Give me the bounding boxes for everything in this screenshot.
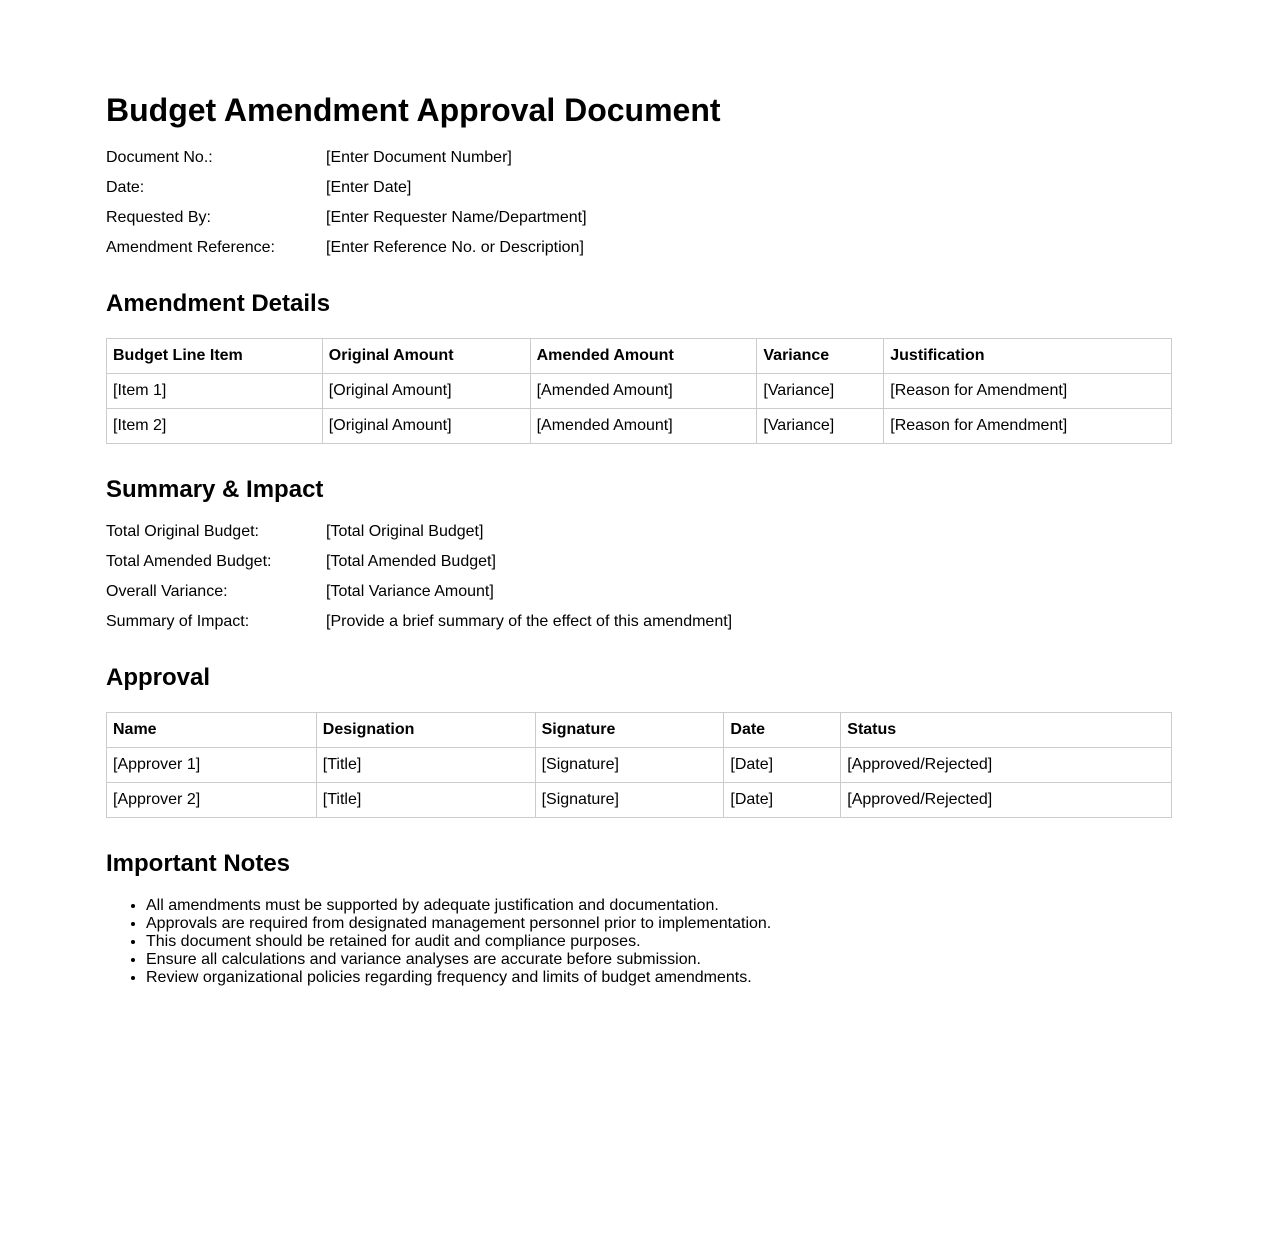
table-header-row: [107, 339, 1172, 374]
field-value: [Enter Reference No. or Description]: [326, 239, 584, 256]
field-summary-of-impact: [106, 607, 1006, 637]
field-value: [Enter Document Number]: [326, 149, 512, 166]
field-requested-by: [106, 203, 1006, 233]
table-cell: [Title]: [316, 748, 535, 783]
column-header: Budget Line Item: [107, 339, 323, 374]
field-label: Amendment Reference:: [106, 239, 275, 256]
notes-list: [106, 897, 771, 987]
table-cell: [Reason for Amendment]: [884, 374, 1172, 409]
field-total-amended-budget: [106, 547, 1006, 577]
field-date: [106, 173, 1006, 203]
field-value: [Enter Requester Name/Department]: [326, 209, 587, 226]
table-row: [107, 748, 1172, 783]
table-cell: [Item 1]: [107, 374, 323, 409]
column-header: Justification: [884, 339, 1172, 374]
approval-table: [106, 712, 1172, 818]
field-value: [Total Amended Budget]: [326, 553, 496, 570]
table-cell: [Variance]: [757, 409, 884, 444]
table-cell: [Amended Amount]: [530, 374, 757, 409]
field-value: [Total Original Budget]: [326, 523, 484, 540]
column-header: Original Amount: [322, 339, 530, 374]
field-document-no: [106, 143, 1006, 173]
field-value: [Total Variance Amount]: [326, 583, 494, 600]
table-row: [107, 374, 1172, 409]
table-cell: [Title]: [316, 783, 535, 818]
table-row: [107, 783, 1172, 818]
field-overall-variance: [106, 577, 1006, 607]
table-cell: [Approved/Rejected]: [841, 783, 1172, 818]
header-fields: [106, 143, 1006, 263]
column-header: Name: [107, 713, 317, 748]
field-label: Total Original Budget:: [106, 523, 259, 540]
list-item: • This document should be retained for audit and compliance purposes.: [146, 933, 771, 951]
list-item: • Ensure all calculations and variance analyses are accurate before submission.: [146, 951, 771, 969]
approval-heading: Approval: [106, 664, 211, 691]
column-header: Signature: [535, 713, 724, 748]
summary-heading: Summary & Impact: [106, 476, 324, 503]
field-label: Requested By:: [106, 209, 211, 226]
table-cell: [Approver 2]: [107, 783, 317, 818]
amendment-details-table: [106, 338, 1172, 444]
field-label: Date:: [106, 179, 145, 196]
field-label: Overall Variance:: [106, 583, 228, 600]
list-item: • Approvals are required from designated management personnel prior to implementation.: [146, 915, 771, 933]
table-cell: [Original Amount]: [322, 374, 530, 409]
page-title: Budget Amendment Approval Document: [106, 92, 721, 128]
table-cell: [Original Amount]: [322, 409, 530, 444]
list-item: • Review organizational policies regarding frequency and limits of budget amendments.: [146, 969, 771, 987]
field-total-original-budget: [106, 517, 1006, 547]
table-cell: [Date]: [724, 748, 841, 783]
amendment-details-heading: Amendment Details: [106, 290, 331, 317]
summary-fields: [106, 517, 1006, 637]
field-label: Summary of Impact:: [106, 613, 250, 630]
list-item: • All amendments must be supported by adequate justification and documentation.: [146, 897, 771, 915]
notes-heading: Important Notes: [106, 850, 291, 877]
table-header-row: [107, 713, 1172, 748]
table-cell: [Approver 1]: [107, 748, 317, 783]
table-cell: [Signature]: [535, 748, 724, 783]
field-label: Total Amended Budget:: [106, 553, 272, 570]
table-cell: [Variance]: [757, 374, 884, 409]
table-cell: [Amended Amount]: [530, 409, 757, 444]
field-amendment-reference: [106, 233, 1006, 263]
column-header: Designation: [316, 713, 535, 748]
table-cell: [Approved/Rejected]: [841, 748, 1172, 783]
table-cell: [Signature]: [535, 783, 724, 818]
field-label: Document No.:: [106, 149, 213, 166]
column-header: Status: [841, 713, 1172, 748]
column-header: Variance: [757, 339, 884, 374]
table-cell: [Reason for Amendment]: [884, 409, 1172, 444]
table-row: [107, 409, 1172, 444]
column-header: Date: [724, 713, 841, 748]
table-cell: [Date]: [724, 783, 841, 818]
column-header: Amended Amount: [530, 339, 757, 374]
field-value: [Enter Date]: [326, 179, 412, 196]
field-value: [Provide a brief summary of the effect of this amendment]: [326, 613, 733, 630]
table-cell: [Item 2]: [107, 409, 323, 444]
